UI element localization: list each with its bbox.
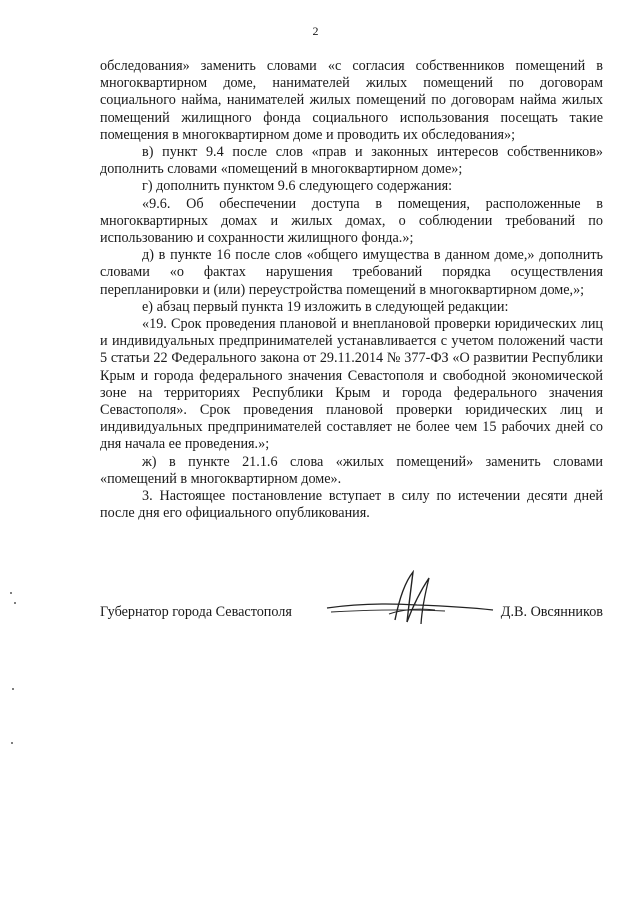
paragraph-item-zh: ж) в пункте 21.1.6 слова «жилых помещений» заменить словами «помещений в многоквартирном доме». (100, 453, 603, 487)
paragraph-item-d: д) в пункте 16 после слов «общего имущества в данном доме,» дополнить словами «о фактах нарушения требований порядка осуществления перепланировки и (или) переустройства помещений в многоквартирном доме,»; (100, 247, 603, 298)
paragraph-point-9-6: «9.6. Об обеспечении доступа в помещения, расположенные в многоквартирных домах и жилых домах, о соблюдении требований по использованию и сохранности жилищного фонда.»; (100, 195, 603, 247)
paragraph-item-g: г) дополнить пунктом 9.6 следующего содержания: (142, 178, 453, 195)
handwritten-signature (325, 570, 495, 630)
paragraph-point-19: «19. Срок проведения плановой и внеплановой проверки юридических лиц и индивидуальных предпринимателей устанавливается с учетом положений части 5 статьи 22 Федерального закона от 29.11.2014 № 377-ФЗ «О развитии Республики Крым и города федерального значения Севастополя и свободной экономической зоне на территориях Республики Крым и города федерального значения Севастополя». Срок проведения плановой проверки юридических лиц и индивидуальных предпринимателей составляет не более чем 15 рабочих дней со дня начала ее проведения.»; (100, 316, 603, 453)
paragraph-continuation: обследования» заменить словами «с согласия собственников помещений в многоквартирном доме, нанимателей жилых помещений по договорам социального найма, нанимателей жилых помещений по договорам найма жилых помещений жилищного фонда социального использования посещать такие помещения в многоквартирном доме и проводить их обследования»; (100, 58, 603, 143)
scan-artifact-dot (11, 742, 13, 744)
scan-artifact-dot (10, 592, 12, 594)
scan-artifact-dot (14, 602, 16, 604)
paragraph-item-v: в) пункт 9.4 после слов «прав и законных интересов собственников» дополнить словами «помещений в многоквартирном доме»; (100, 144, 603, 178)
signature-block (100, 598, 603, 628)
document-body (100, 58, 603, 522)
paragraph-item-e: е) абзац первый пункта 19 изложить в следующей редакции: (142, 298, 509, 315)
scan-artifact-dot (12, 688, 14, 690)
signer-title: Губернатор города Севастополя (100, 604, 292, 620)
paragraph-effective-date: 3. Настоящее постановление вступает в силу по истечении десяти дней после дня его официального опубликования. (100, 488, 603, 522)
page-number: 2 (312, 24, 319, 38)
signer-name: Д.В. Овсянников (500, 604, 603, 620)
